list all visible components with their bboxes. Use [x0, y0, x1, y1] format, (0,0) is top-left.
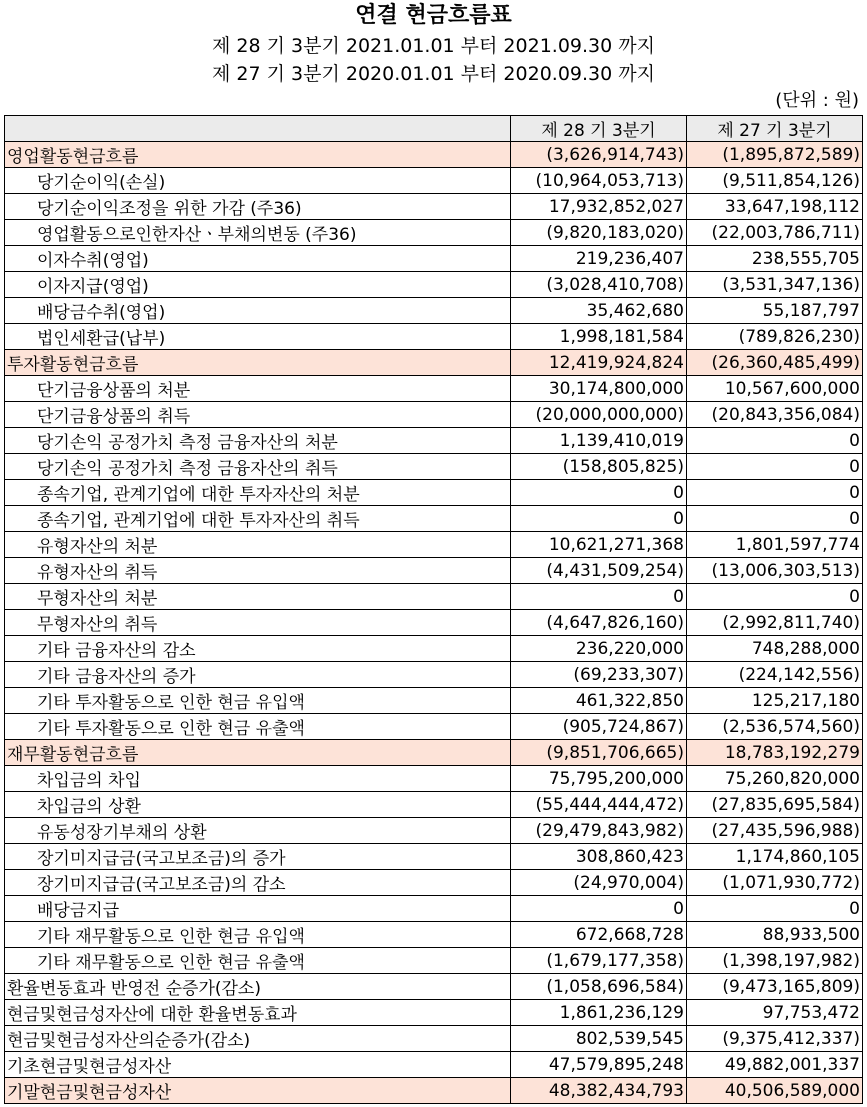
prior-period-value: (1,071,930,772): [687, 870, 863, 896]
table-row: [5, 194, 863, 220]
prior-period-value: 18,783,192,279: [687, 740, 863, 766]
row-label: 영업활동현금흐름: [5, 142, 511, 168]
table-row: [5, 298, 863, 324]
row-label: 기타 금융자산의 감소: [5, 636, 511, 662]
current-period-value: (29,479,843,982): [511, 818, 687, 844]
row-label: 종속기업, 관계기업에 대한 투자자산의 취득: [5, 506, 511, 532]
prior-period-value: (9,473,165,809): [687, 974, 863, 1000]
prior-period-value: 33,647,198,112: [687, 194, 863, 220]
row-label: 단기금융상품의 취득: [5, 402, 511, 428]
table-row: [5, 714, 863, 740]
current-period-value: 0: [511, 584, 687, 610]
row-label: 기초현금및현금성자산: [5, 1052, 511, 1078]
row-label: 배당금지급: [5, 896, 511, 922]
prior-period-value: 1,801,597,774: [687, 532, 863, 558]
period-current: 제 28 기 3분기 2021.01.01 부터 2021.09.30 까지: [212, 35, 655, 57]
table-row: [5, 662, 863, 688]
table-row: [5, 922, 863, 948]
current-period-value: 0: [511, 480, 687, 506]
prior-period-value: 75,260,820,000: [687, 766, 863, 792]
prior-period-value: 125,217,180: [687, 688, 863, 714]
current-period-value: (3,028,410,708): [511, 272, 687, 298]
row-label: 배당금수취(영업): [5, 298, 511, 324]
prior-period-value: 10,567,600,000: [687, 376, 863, 402]
row-label: 기타 투자활동으로 인한 현금 유출액: [5, 714, 511, 740]
table-row: [5, 480, 863, 506]
row-label: 무형자산의 취득: [5, 610, 511, 636]
prior-period-value: 748,288,000: [687, 636, 863, 662]
prior-period-value: (3,531,347,136): [687, 272, 863, 298]
current-period-value: (9,851,706,665): [511, 740, 687, 766]
table-row: [5, 1000, 863, 1026]
table-row: [5, 246, 863, 272]
current-period-value: (1,679,177,358): [511, 948, 687, 974]
table-row: [5, 844, 863, 870]
current-period-value: (158,805,825): [511, 454, 687, 480]
current-period-value: (4,431,509,254): [511, 558, 687, 584]
current-period-value: (24,970,004): [511, 870, 687, 896]
current-period-value: (9,820,183,020): [511, 220, 687, 246]
prior-period-value: (26,360,485,499): [687, 350, 863, 376]
row-label: 영업활동으로인한자산ㆍ부채의변동 (주36): [5, 220, 511, 246]
table-row: [5, 584, 863, 610]
row-label: 차입금의 차입: [5, 766, 511, 792]
current-period-value: 236,220,000: [511, 636, 687, 662]
prior-period-value: (22,003,786,711): [687, 220, 863, 246]
prior-period-value: (9,375,412,337): [687, 1026, 863, 1052]
row-label: 법인세환급(납부): [5, 324, 511, 350]
row-label: 기타 재무활동으로 인한 현금 유출액: [5, 948, 511, 974]
current-period-value: (55,444,444,472): [511, 792, 687, 818]
prior-period-value: (224,142,556): [687, 662, 863, 688]
table-row: [5, 402, 863, 428]
prior-period-value: (1,895,872,589): [687, 142, 863, 168]
table-body: [5, 142, 863, 1104]
prior-period-value: 238,555,705: [687, 246, 863, 272]
row-label: 당기순이익조정을 위한 가감 (주36): [5, 194, 511, 220]
prior-period-value: 40,506,589,000: [687, 1078, 863, 1104]
current-period-value: 47,579,895,248: [511, 1052, 687, 1078]
table-row: [5, 792, 863, 818]
table-row: [5, 818, 863, 844]
current-period-value: 48,382,434,793: [511, 1078, 687, 1104]
prior-period-value: 0: [687, 506, 863, 532]
table-row: [5, 454, 863, 480]
table-row: [5, 506, 863, 532]
row-label: 무형자산의 처분: [5, 584, 511, 610]
table-header-row: [5, 116, 863, 142]
prior-period-value: 0: [687, 584, 863, 610]
table-row: [5, 376, 863, 402]
current-period-value: 17,932,852,027: [511, 194, 687, 220]
prior-period-value: 49,882,001,337: [687, 1052, 863, 1078]
current-period-value: (3,626,914,743): [511, 142, 687, 168]
prior-period-value: (9,511,854,126): [687, 168, 863, 194]
statement-title: 연결 현금흐름표: [355, 3, 512, 28]
table-row: [5, 220, 863, 246]
row-label: 유형자산의 처분: [5, 532, 511, 558]
table-row: [5, 1052, 863, 1078]
prior-period-value: (1,398,197,982): [687, 948, 863, 974]
prior-period-value: (2,536,574,560): [687, 714, 863, 740]
row-label: 이자수취(영업): [5, 246, 511, 272]
current-period-value: 802,539,545: [511, 1026, 687, 1052]
prior-period-value: (789,826,230): [687, 324, 863, 350]
prior-period-value: (27,435,596,988): [687, 818, 863, 844]
current-period-value: 0: [511, 896, 687, 922]
table-row: [5, 870, 863, 896]
current-period-value: 0: [511, 506, 687, 532]
current-period-value: 219,236,407: [511, 246, 687, 272]
row-label: 당기손익 공정가치 측정 금융자산의 처분: [5, 428, 511, 454]
current-period-value: 1,861,236,129: [511, 1000, 687, 1026]
table-row: [5, 272, 863, 298]
prior-period-value: 1,174,860,105: [687, 844, 863, 870]
table-row: [5, 896, 863, 922]
table-row: [5, 428, 863, 454]
row-label: 종속기업, 관계기업에 대한 투자자산의 처분: [5, 480, 511, 506]
row-label: 이자지급(영업): [5, 272, 511, 298]
current-period-value: 75,795,200,000: [511, 766, 687, 792]
current-period-value: (69,233,307): [511, 662, 687, 688]
row-label: 차입금의 상환: [5, 792, 511, 818]
prior-period-value: 0: [687, 480, 863, 506]
table-row: [5, 636, 863, 662]
unit-label: (단위 : 원): [775, 90, 859, 111]
section-row: [5, 1078, 863, 1104]
section-row: [5, 740, 863, 766]
row-label: 유형자산의 취득: [5, 558, 511, 584]
row-label: 단기금융상품의 처분: [5, 376, 511, 402]
current-period-value: (10,964,053,713): [511, 168, 687, 194]
current-period-value: 30,174,800,000: [511, 376, 687, 402]
current-period-value: 308,860,423: [511, 844, 687, 870]
current-period-value: 10,621,271,368: [511, 532, 687, 558]
table-row: [5, 974, 863, 1000]
prior-period-value: 88,933,500: [687, 922, 863, 948]
current-period-value: (4,647,826,160): [511, 610, 687, 636]
header-current-period: 제 28 기 3분기: [511, 116, 687, 142]
table-row: [5, 532, 863, 558]
cash-flow-table: [4, 115, 863, 1104]
prior-period-value: 55,187,797: [687, 298, 863, 324]
row-label: 장기미지급금(국고보조금)의 증가: [5, 844, 511, 870]
table-row: [5, 324, 863, 350]
table-row: [5, 168, 863, 194]
period-prior: 제 27 기 3분기 2020.01.01 부터 2020.09.30 까지: [212, 63, 655, 85]
table-row: [5, 688, 863, 714]
row-label: 기타 투자활동으로 인한 현금 유입액: [5, 688, 511, 714]
prior-period-value: (2,992,811,740): [687, 610, 863, 636]
current-period-value: (1,058,696,584): [511, 974, 687, 1000]
current-period-value: 1,139,410,019: [511, 428, 687, 454]
prior-period-value: 97,753,472: [687, 1000, 863, 1026]
prior-period-value: (20,843,356,084): [687, 402, 863, 428]
header-label: [5, 116, 511, 142]
table-row: [5, 766, 863, 792]
row-label: 유동성장기부채의 상환: [5, 818, 511, 844]
section-row: [5, 350, 863, 376]
row-label: 환율변동효과 반영전 순증가(감소): [5, 974, 511, 1000]
table-row: [5, 558, 863, 584]
current-period-value: (905,724,867): [511, 714, 687, 740]
prior-period-value: 0: [687, 428, 863, 454]
prior-period-value: 0: [687, 896, 863, 922]
current-period-value: 1,998,181,584: [511, 324, 687, 350]
table-row: [5, 610, 863, 636]
current-period-value: 12,419,924,824: [511, 350, 687, 376]
table-row: [5, 948, 863, 974]
row-label: 장기미지급금(국고보조금)의 감소: [5, 870, 511, 896]
current-period-value: (20,000,000,000): [511, 402, 687, 428]
row-label: 당기손익 공정가치 측정 금융자산의 취득: [5, 454, 511, 480]
row-label: 현금및현금성자산에 대한 환율변동효과: [5, 1000, 511, 1026]
row-label: 투자활동현금흐름: [5, 350, 511, 376]
row-label: 현금및현금성자산의순증가(감소): [5, 1026, 511, 1052]
current-period-value: 35,462,680: [511, 298, 687, 324]
table-row: [5, 1026, 863, 1052]
prior-period-value: 0: [687, 454, 863, 480]
prior-period-value: (27,835,695,584): [687, 792, 863, 818]
section-row: [5, 142, 863, 168]
row-label: 기타 재무활동으로 인한 현금 유입액: [5, 922, 511, 948]
row-label: 기말현금및현금성자산: [5, 1078, 511, 1104]
current-period-value: 672,668,728: [511, 922, 687, 948]
row-label: 당기순이익(손실): [5, 168, 511, 194]
row-label: 기타 금융자산의 증가: [5, 662, 511, 688]
current-period-value: 461,322,850: [511, 688, 687, 714]
row-label: 재무활동현금흐름: [5, 740, 511, 766]
prior-period-value: (13,006,303,513): [687, 558, 863, 584]
header-prior-period: 제 27 기 3분기: [687, 116, 863, 142]
